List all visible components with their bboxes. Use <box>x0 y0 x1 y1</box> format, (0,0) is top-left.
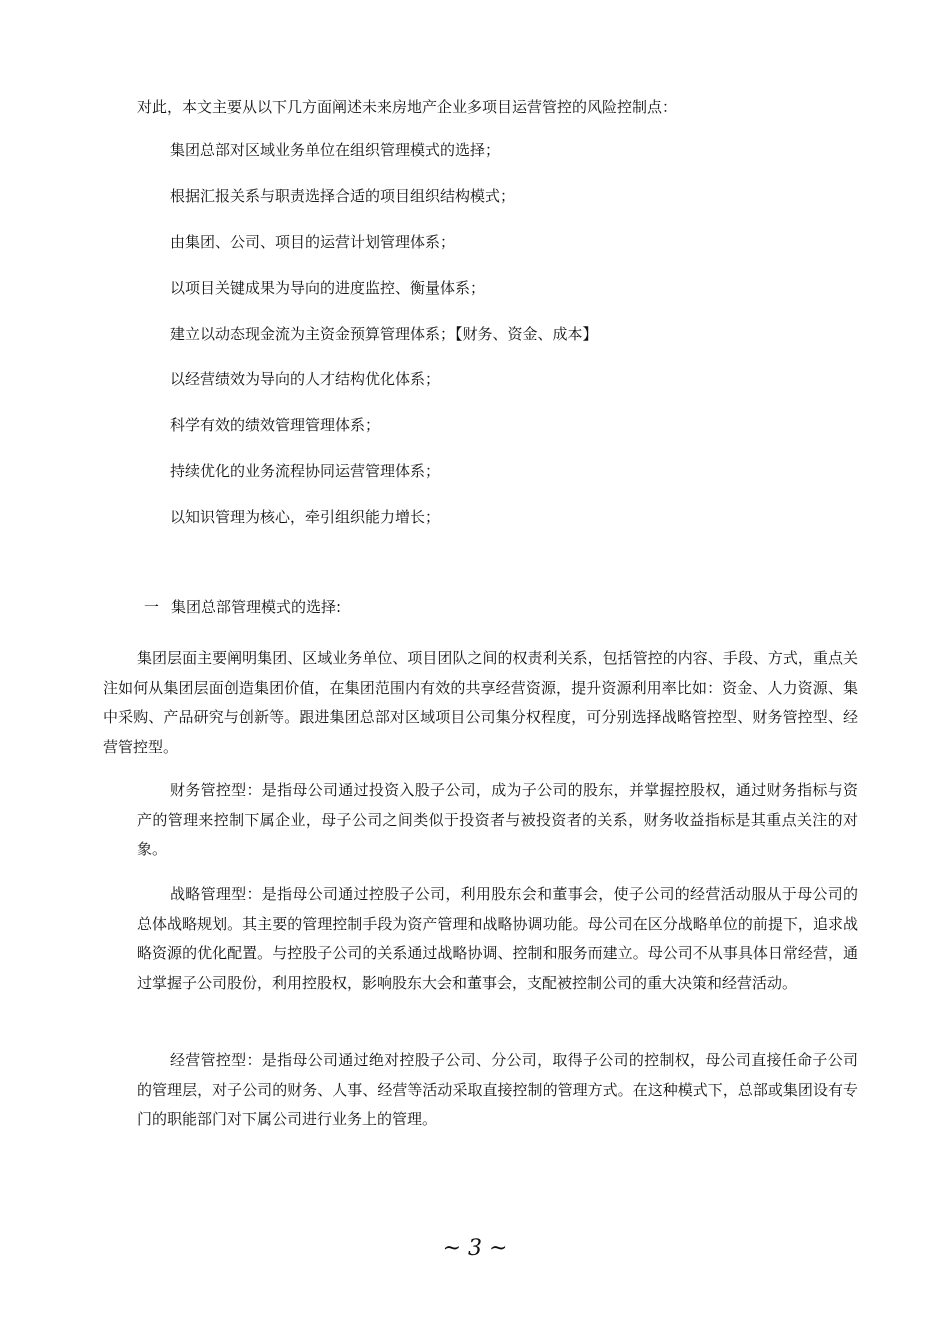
list-item: 以知识管理为核心，牵引组织能力增长； <box>170 508 441 527</box>
definition-strategic-management: ：是指母公司通过控股子公司，利用股东会和董事会，使子公司的经营活动服从于母公司的总体战略规划。其主要的管理控制手段为资产管理和战略协调功能。母公司在区分战略单位的前提下，追求战略资源的优化配置。与控股子公司的关系通过战略协调、控制和服务而建立。母公司不从事具体日常经营，通过掌握子公司股份，利用控股权，影响股东大会和董事会，支配被控制公司的重大决策和经营活动。 <box>137 885 858 992</box>
list-item: 以项目关键成果为导向的进度监控、衡量体系； <box>170 278 486 297</box>
definition-financial-control: ：是指母公司通过投资入股子公司，成为子公司的股东，并掌握控股权，通过财务指标与资产的管理来控制下属企业，母子公司之间类似于投资者与被投资者的关系，财务收益指标是其重点关注的对象。 <box>137 781 858 858</box>
paragraph-group-level: 集团层面主要阐明集团、区域业务单位、项目团队之间的权责利关系，包括管控的内容、手段、方式，重点关注如何从集团层面创造集团价值，在集团范围内有效的共享经营资源，提升资源利用率比如：资金、人力资源、集中采购、产品研究与创新等。跟进集团总部对区域项目公司集分权程度，可分别选择战略管控型、财务管控型、经营管控型。 <box>103 649 858 756</box>
list-item: 由集团、公司、项目的运营计划管理体系； <box>170 232 456 251</box>
list-item: 以经营绩效为导向的人才结构优化体系； <box>170 370 441 389</box>
list-item: 集团总部对区域业务单位在组织管理模式的选择； <box>170 141 501 159</box>
paragraph-operational-control <box>137 1046 858 1135</box>
list-item: 建立以动态现金流为主资金预算管理体系；【财务、资金、成本】 <box>170 324 598 343</box>
paragraph-strategic-management <box>137 880 858 998</box>
term-operational-control: 经营管控型 <box>170 1051 247 1069</box>
list-item: 根据汇报关系与职责选择合适的项目组织结构模式； <box>170 186 516 205</box>
section-number: 一 <box>144 598 160 616</box>
term-financial-control: 财务管控型 <box>170 781 247 799</box>
section-heading <box>144 596 341 618</box>
intro-text: 对此，本文主要从以下几方面阐述未来房地产企业多项目运营管控的风险控制点： <box>137 98 678 116</box>
list-item: 持续优化的业务流程协同运营管理体系； <box>170 462 441 481</box>
definition-operational-control: ：是指母公司通过绝对控股子公司、分公司，取得子公司的控制权，母公司直接任命子公司的管理层，对子公司的财务、人事、经营等活动采取直接控制的管理方式。在这种模式下，总部或集团设有专门的职能部门对下属公司进行业务上的管理。 <box>137 1051 858 1128</box>
page-number: ~ 3 ~ <box>442 1236 508 1261</box>
paragraph-financial-control <box>137 776 858 865</box>
list-item: 科学有效的绩效管理管理体系； <box>170 416 381 435</box>
section-title: 集团总部管理模式的选择: <box>171 598 342 616</box>
term-strategic-management: 战略管理型 <box>170 885 247 903</box>
risk-control-list <box>170 139 598 552</box>
